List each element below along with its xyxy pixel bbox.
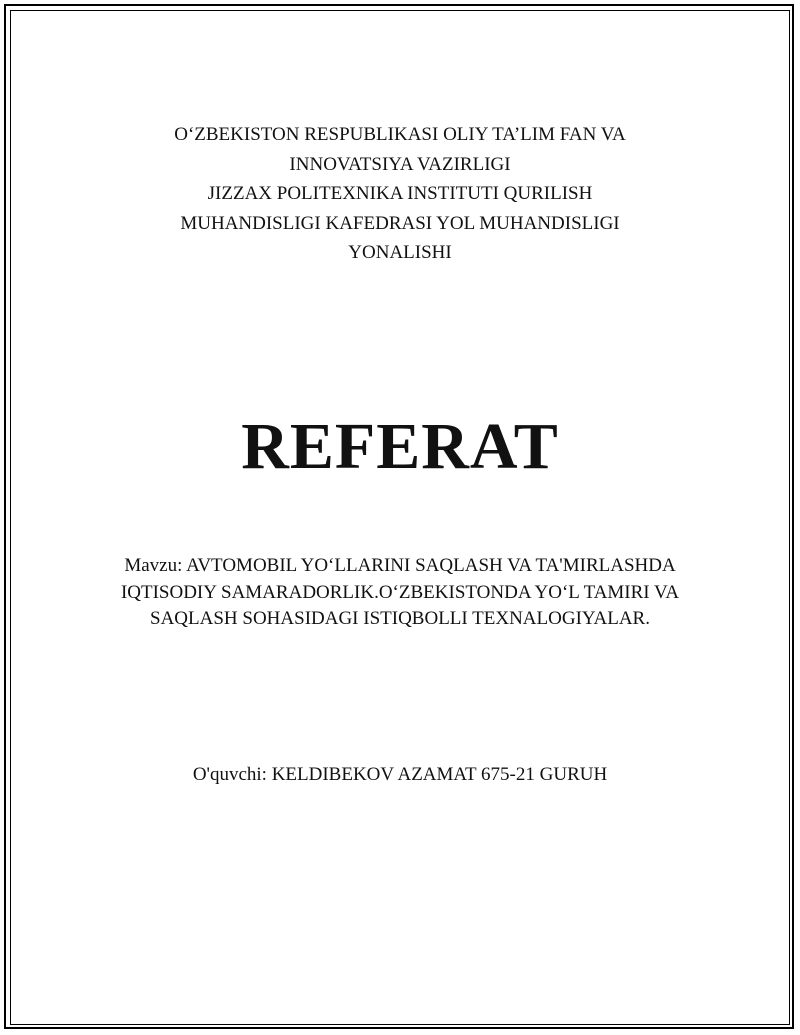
header-line-2: INNOVATSIYA VAZIRLIGI — [289, 153, 511, 175]
topic-block — [0, 553, 800, 633]
topic-line-3: SAQLASH SOHASIDAGI ISTIQBOLLI TEXNALOGIYALAR. — [150, 608, 650, 629]
document-title: REFERAT — [241, 410, 559, 483]
topic-line-2: IQTISODIY SAMARADORLIK.O‘ZBEKISTONDA YO‘L TAMIRI VA — [120, 581, 680, 603]
ministry-header — [0, 120, 800, 268]
topic-line-1: Mavzu: AVTOMOBIL YO‘LLARINI SAQLASH VA TA'MIRLASHDA — [124, 555, 676, 576]
header-line-5: YONALISHI — [348, 242, 452, 263]
header-line-1: O‘ZBEKISTON RESPUBLIKASI OLIY TA’LIM FAN VA — [174, 124, 626, 145]
header-line-4: MUHANDISLIGI KAFEDRASI YOL MUHANDISLIGI — [180, 212, 620, 234]
student-info: O'quvchi: KELDIBEKOV AZAMAT 675-21 GURUH — [192, 764, 608, 785]
header-line-3: JIZZAX POLITEXNIKA INSTITUTI QURILISH — [207, 183, 593, 204]
